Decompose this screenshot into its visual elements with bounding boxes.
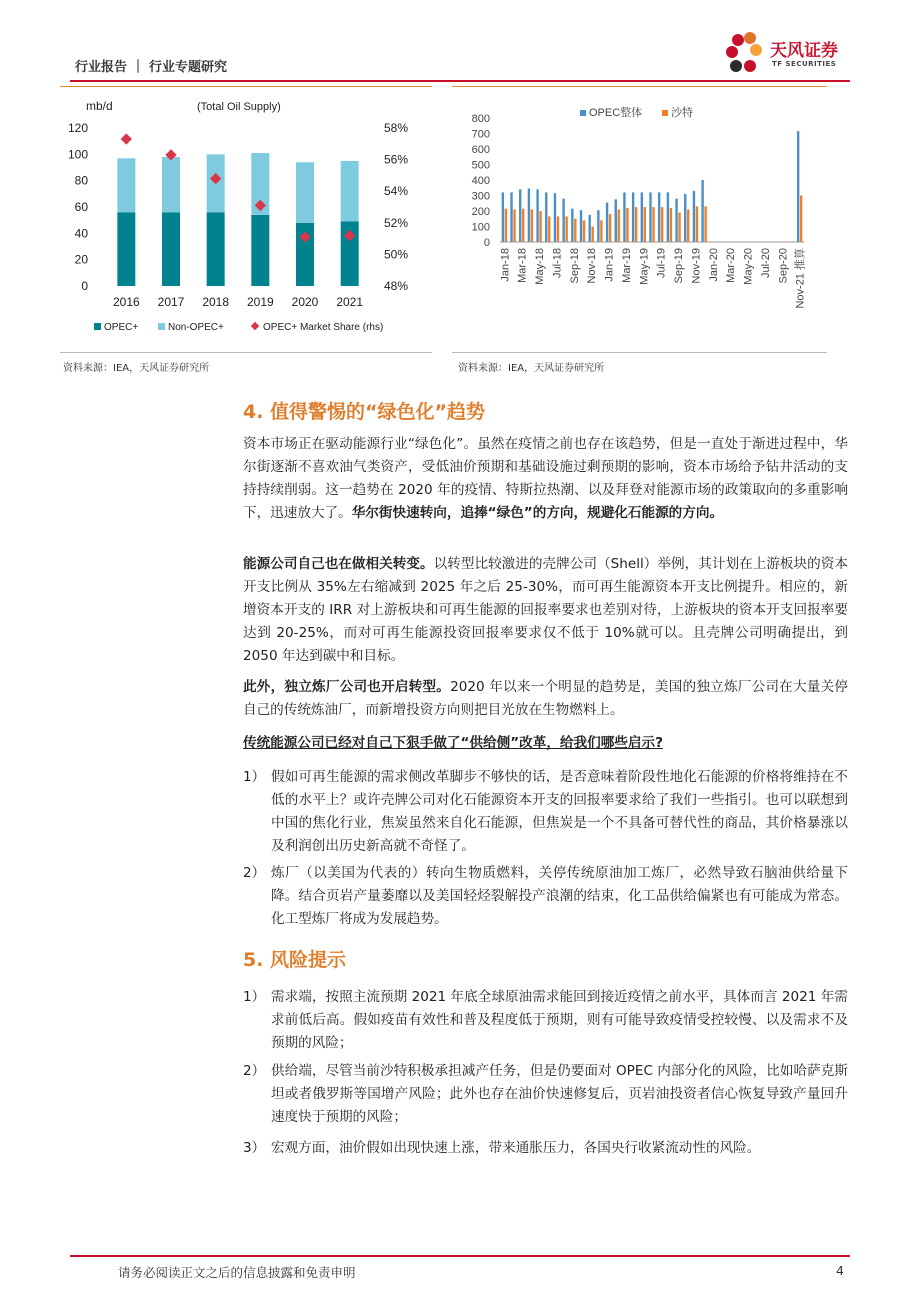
- header-divider: [70, 80, 850, 82]
- y2-tick-label: 52%: [384, 215, 409, 230]
- y-axis-label: mb/d: [86, 99, 113, 113]
- bar-opec-total: [693, 191, 695, 242]
- x-tick-label: Jul-19: [655, 248, 668, 278]
- x-tick-label: Sep-18: [568, 248, 581, 284]
- section-4-question: 传统能源公司已经对自己下狠手做了“供给侧”改革，给我们哪些启示?: [243, 735, 663, 751]
- risk-2-number: 2）: [243, 1063, 266, 1079]
- bar-saudi: [557, 216, 559, 242]
- x-tick-label: Jan-18: [499, 248, 512, 282]
- bar-non-opec-plus: [117, 158, 135, 212]
- x-tick-label: 2021: [336, 295, 364, 309]
- bar-opec-total: [658, 192, 660, 242]
- bar-opec-total: [797, 131, 799, 242]
- x-tick-label: 2016: [112, 295, 140, 309]
- bar-opec-total: [623, 192, 625, 242]
- bar-opec-total: [562, 199, 564, 242]
- section-4-heading: 4. 值得警惕的“绿色化”趋势: [243, 401, 486, 423]
- risk-2-text: 供给端，尽管当前沙特积极承担减产任务，但是仍要面对 OPEC 内部分化的风险，比如哈萨克斯坦或者俄罗斯等国增产风险；此外也存在油价快速修复后，页岩油投资者信心恢复导致产量回升速度快于预期的风险；: [271, 1063, 848, 1125]
- y-tick-label: 80: [74, 173, 88, 188]
- y-tick-label: 200: [471, 206, 490, 218]
- bar-non-opec-plus: [341, 161, 359, 222]
- bar-saudi: [635, 207, 637, 242]
- p1-text: 资本市场正在驱动能源行业“绿色化”。虽然在疫情之前也存在该趋势，但是一直处于渐进过程中，华尔街逐渐不喜欢油气类资产，受低油价预期和基础设施过剩预期的影响，资本市场给予钻井活动的支持持续削弱。这一趋势在 2020 年的疫情、特斯拉热潮、以及拜登对能源市场的政策取向的多重影响下，迅速放大了。: [243, 436, 848, 521]
- market-share-marker: [121, 133, 132, 144]
- y-tick-label: 700: [471, 128, 490, 141]
- bar-opec-total: [649, 192, 651, 242]
- report-category: 行业报告 ｜ 行业专题研究: [75, 60, 228, 75]
- bar-saudi: [670, 208, 672, 242]
- logo-name-cn: 天风证券: [770, 41, 838, 61]
- bar-saudi: [574, 219, 576, 242]
- risk-1-text: 需求端，按照主流预期 2021 年底全球原油需求能回到接近疫情之前水平，具体而言 2021 年需求前低后高。假如疫苗有效性和普及程度低于预期，则有可能导致疫情受控较慢、以及需求不及预期的风险；: [271, 989, 848, 1051]
- bar-saudi: [505, 209, 507, 242]
- y-tick-label: 100: [471, 221, 490, 234]
- y-tick-label: 500: [471, 159, 490, 172]
- x-tick-label: Jan-19: [603, 248, 616, 282]
- insight-item-2: [243, 862, 848, 931]
- bar-saudi: [592, 227, 594, 243]
- legend-marker-market-share: [251, 322, 259, 330]
- bar-saudi: [696, 206, 698, 242]
- x-tick-label: Jul-20: [759, 248, 772, 278]
- bar-saudi: [548, 216, 550, 242]
- bar-opec-total: [632, 192, 634, 242]
- bar-opec-total: [701, 180, 703, 242]
- section-4-paragraph-2: [243, 553, 848, 668]
- bar-saudi: [522, 209, 524, 242]
- bar-opec-total: [536, 189, 538, 242]
- left-chart-bottom-rule: [60, 352, 432, 353]
- y2-tick-label: 58%: [384, 121, 409, 135]
- bar-opec-total: [502, 192, 504, 242]
- right-chart-top-rule: [452, 86, 827, 87]
- left-chart-oil-supply: [60, 90, 432, 348]
- disclaimer-note: 请务必阅读正文之后的信息披露和免责申明: [118, 1265, 356, 1280]
- bar-opec-total: [675, 199, 677, 242]
- legend-label-non-opec-plus: Non-OPEC+: [168, 322, 224, 333]
- legend-swatch-opec-total: [580, 110, 586, 116]
- y-tick-label: 0: [81, 279, 88, 293]
- y2-tick-label: 56%: [384, 152, 409, 167]
- x-tick-label: Sep-20: [777, 248, 790, 284]
- bar-saudi: [687, 209, 689, 242]
- x-tick-label: Jan-20: [707, 248, 720, 282]
- right-chart-source: 资料来源：IEA，天风证券研究所: [458, 363, 605, 374]
- section-5-heading: 5. 风险提示: [243, 949, 347, 971]
- bar-opec-total: [580, 210, 582, 242]
- bar-opec-total: [684, 194, 686, 242]
- page-number: 4: [836, 1263, 844, 1278]
- insight-1-number: 1）: [243, 769, 266, 785]
- legend-label-saudi: 沙特: [671, 107, 693, 119]
- bar-opec-total: [597, 210, 599, 242]
- x-tick-label: 2018: [202, 295, 230, 309]
- risk-item-1: [243, 986, 848, 1055]
- bar-saudi: [661, 207, 663, 242]
- risk-3-text: 宏观方面，油价假如出现快速上涨，带来通胀压力，各国央行收紧流动性的风险。: [271, 1140, 761, 1156]
- x-tick-label: Mar-18: [516, 248, 529, 283]
- right-chart-bottom-rule: [452, 352, 827, 353]
- footer-divider: [70, 1255, 850, 1257]
- legend-label-market-share: OPEC+ Market Share (rhs): [263, 322, 384, 333]
- bar-saudi: [539, 211, 541, 242]
- bar-saudi: [531, 209, 533, 242]
- insight-2-number: 2）: [243, 865, 266, 881]
- bar-opec-total: [615, 199, 617, 242]
- y-tick-label: 600: [471, 144, 490, 156]
- bar-saudi: [626, 208, 628, 242]
- bar-opec-total: [528, 189, 530, 242]
- legend-label-opec-plus: OPEC+: [104, 322, 139, 333]
- x-tick-label: May-19: [638, 248, 651, 285]
- bar-saudi: [565, 216, 567, 242]
- bar-saudi: [652, 207, 654, 242]
- legend-swatch-saudi: [662, 110, 668, 116]
- insight-item-1: [243, 766, 848, 858]
- bar-opec-plus: [207, 212, 225, 286]
- bar-non-opec-plus: [162, 157, 180, 212]
- x-tick-label: May-20: [742, 248, 755, 285]
- x-tick-label: Nov-21 推算: [794, 248, 807, 309]
- bar-saudi: [618, 209, 620, 242]
- y-tick-label: 100: [67, 147, 88, 162]
- section-4-paragraph-3: [243, 676, 848, 722]
- bar-saudi: [609, 214, 611, 242]
- bar-opec-total: [571, 209, 573, 242]
- right-chart-opec-saudi: [452, 90, 827, 348]
- bar-saudi: [600, 220, 602, 242]
- y-tick-label: 0: [483, 237, 490, 249]
- chart-title: (Total Oil Supply): [197, 101, 281, 113]
- bar-saudi: [644, 207, 646, 242]
- section-4-paragraph-1: [243, 433, 848, 525]
- risk-item-3: [243, 1137, 848, 1160]
- risk-1-number: 1）: [243, 989, 266, 1005]
- bar-opec-plus: [162, 212, 180, 286]
- bar-opec-total: [554, 193, 556, 242]
- y-tick-label: 40: [74, 226, 88, 241]
- x-tick-label: Nov-18: [586, 248, 599, 284]
- legend-swatch-opec-plus: [94, 323, 101, 330]
- y-tick-label: 60: [74, 200, 88, 214]
- risk-3-number: 3）: [243, 1140, 266, 1156]
- bar-opec-total: [510, 192, 512, 242]
- p2-text: 以转型比较激进的壳牌公司（Shell）举例，其计划在上游板块的资本开支比例从 35%左右缩减到 2025 年之后 25-30%，而可再生能源资本开支比例提升。相应的，新增资本开支的 IRR 对上游板块和可再生能源的回报率要求也差别对待，上游板块的资本开支回报率要达到 20-25%，而对可再生能源投资回报率要求仅不低于 10%就可以。且壳牌公司明确提出，到 2050 年达到碳中和目标。: [243, 556, 848, 664]
- bar-saudi: [583, 220, 585, 242]
- x-tick-label: Nov-19: [690, 248, 703, 284]
- x-tick-label: 2019: [246, 295, 274, 309]
- legend-swatch-non-opec-plus: [158, 323, 165, 330]
- y2-tick-label: 50%: [384, 247, 409, 262]
- risk-item-2: [243, 1060, 848, 1129]
- p3-text: 2020 年以来一个明显的趋势是，美国的独立炼厂公司在大量关停自己的传统炼油厂，而新增投资方向则把目光放在生物燃料上。: [243, 679, 848, 718]
- x-tick-label: 2020: [291, 295, 319, 309]
- x-tick-label: May-18: [534, 248, 547, 285]
- x-tick-label: 2017: [157, 295, 185, 309]
- bar-opec-total: [545, 192, 547, 242]
- y2-tick-label: 54%: [384, 184, 409, 199]
- p1-emphasis: 华尔街快速转向，追捧“绿色”的方向，规避化石能源的方向。: [351, 505, 724, 521]
- y-tick-label: 300: [471, 190, 490, 203]
- bar-saudi: [513, 209, 515, 242]
- insight-1-text: 假如可再生能源的需求侧改革脚步不够快的话，是否意味着阶段性地化石能源的价格将维持在不低的水平上？或许壳牌公司对化石能源资本开支的回报率要求给了我们一些指引。也可以联想到中国的焦化行业，焦炭虽然来自化石能源，但焦炭是一个不具备可替代性的商品，其价格暴涨以及利润创出历史新高就不奇怪了。: [271, 769, 848, 854]
- p2-emphasis: 能源公司自己也在做相关转变。: [243, 556, 434, 572]
- bar-saudi: [678, 213, 680, 242]
- bar-saudi: [704, 206, 706, 242]
- bar-opec-plus: [251, 215, 269, 286]
- x-tick-label: Mar-19: [620, 248, 633, 283]
- y2-tick-label: 48%: [384, 279, 409, 293]
- y-tick-label: 20: [74, 252, 88, 267]
- insight-2-text: 炼厂（以美国为代表的）转向生物质燃料，关停传统原油加工炼厂，必然导致石脑油供给量下降。结合页岩产量萎靡以及美国轻烃裂解投产浪潮的结束，化工品供给偏紧也有可能成为常态。化工型炼厂将成为发展趋势。: [271, 865, 848, 927]
- bar-saudi: [800, 196, 802, 243]
- p3-emphasis: 此外，独立炼厂公司也开启转型。: [243, 679, 451, 695]
- company-logo: [724, 30, 854, 80]
- bar-opec-total: [641, 192, 643, 242]
- y-tick-label: 800: [471, 113, 490, 125]
- left-chart-top-rule: [60, 86, 432, 87]
- x-tick-label: Jul-18: [551, 248, 564, 278]
- x-tick-label: Mar-20: [725, 248, 738, 283]
- legend-label-opec-total: OPEC整体: [589, 107, 643, 119]
- y-tick-label: 400: [471, 175, 490, 187]
- x-tick-label: Sep-19: [673, 247, 686, 284]
- bar-opec-plus: [117, 212, 135, 286]
- bar-opec-total: [606, 202, 608, 242]
- bar-opec-total: [667, 192, 669, 242]
- bar-non-opec-plus: [296, 162, 314, 223]
- logo-flower-icon: [724, 30, 768, 80]
- bar-opec-total: [519, 189, 521, 242]
- bar-opec-total: [589, 215, 591, 242]
- left-chart-source: 资料来源：IEA，天风证券研究所: [63, 363, 210, 374]
- y-tick-label: 120: [67, 121, 88, 135]
- logo-name-en: TF SECURITIES: [772, 60, 837, 68]
